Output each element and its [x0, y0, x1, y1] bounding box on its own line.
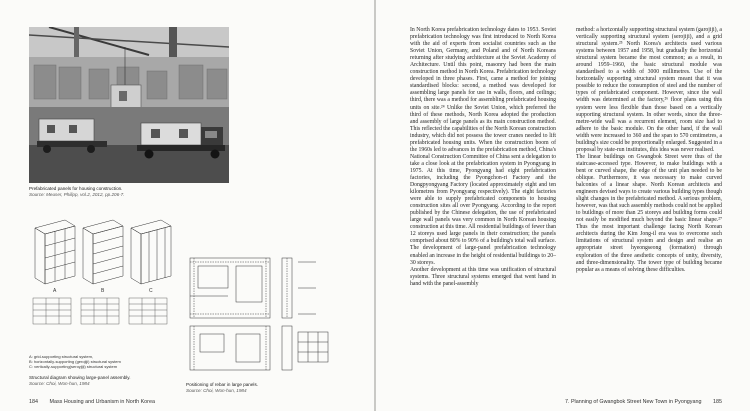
right-page [376, 0, 750, 411]
structural-diagram [29, 218, 173, 328]
figure2-caption: Structural diagram showing large-panel assembly. [29, 375, 131, 380]
figure2-caption-block [29, 375, 179, 387]
label-b: B [101, 288, 105, 294]
figure3-caption: Positioning of rebar in large panels. [186, 382, 259, 387]
rebar-diagram [186, 252, 336, 380]
left-page [0, 0, 374, 411]
right-page-number: 185 [713, 399, 722, 405]
figure3-source: Source: Choi, Won-hun, 1984 [186, 388, 247, 393]
column1-paragraph-1: In North Korea prefabrication technology dates to 1953. Soviet prefabrication technology was first introduced to North Korea with the aid of experts from socialist countries such as the Soviet Union, Germany, and Poland and of North Koreans returning after studying architecture at the Soviet Academy of Architecture. Until this point, masonry had been the main construction method in North Korea. Prefabrication technology developed in three phases. First, came a method for joining standardised blocks: second, a method was developed for assembling large panels for use in walls, floors, and ceilings; third, there was a method for assembling prefabricated housing units on site.²⁴ Unlike the Soviet Union, which preferred the third of these methods, North Korea adopted the production and assembly of large panels as its main construction method. This reflected the capabilities of the North Korean construction industry, which did not possess the tower cranes needed to lift prefabricated housing units. When the construction boom of the 1960s led to advances in the prefabrication method, China's National Construction Committee of China sent a delegation to take a close look at the prefabrication system in Pyongyang in 1975. At this time, Pyongyang had eight prefabrication factories, including the Pyongchon-ri Factory and the Dongpyongyang Factory (located approximately eight and ten kilometres from Pyongyang respectively). The eight factories were able to supply prefabricated components to housing construction sites all over Pyongyang. According to the report published by the Chinese delegation, the use of prefabricated large wall panels was very common in North Korean housing construction at this time. All residential buildings of fewer than 12 storeys used large panels in their construction; the panels comprised about 80% to 90% of a building's total wall surface. The development of large-panel prefabrication technology enabled an increase in the height of residential buildings to 20–30 storeys. [410, 27, 556, 266]
label-a: A [53, 288, 57, 294]
text-column-1 [410, 27, 556, 288]
left-running-title: Mass Housing and Urbanism in North Korea [49, 399, 155, 405]
photo-prefab-panels [29, 27, 229, 183]
label-c: C [149, 288, 153, 294]
legend-a: A: grid-supporting structural system, [29, 354, 94, 359]
left-footer [29, 399, 155, 405]
figure2-legend [29, 354, 179, 369]
right-running-title: 7. Planning of Gwangbok Street New Town in Pyongyang [564, 399, 702, 405]
legend-b: B: horizontally-supporting (gerojiji) structural system [29, 359, 121, 364]
figure1-caption-block [29, 186, 209, 198]
legend-c: C: vertically-supporting(seroyjiji) structural system [29, 364, 118, 369]
construction-site-photo [29, 27, 229, 183]
column2-paragraph-1: method: a horizontally supporting structural system (garojiji), a vertically supporting structural system (serojiji), and a grid structural system.²⁵ North Korea's architects used various systems between 1957 and 1958, but gradually the horizontal structural system became the most common; as a result, in around 1959–1960, the basic structural module was standardised to a width of 3000 millimetres. Use of the horizontally supporting structural system meant that it was possible to reduce the consumption of steel and the number of types of prefabricated component. However, since the wall width was determined at the factory,²⁶ floor plans using this system were less flexible than those based on a vertically supporting structural system. In other words, since the three-metre-wide wall was a recurrent element, room size had to adhere to the basic module. On the other hand, if the wall width were increased to 360 and the span to 570 centimetres, a building's size could be proportionally enlarged. Suggested in a proposal by state-run institutes, this idea was never realised. [576, 27, 722, 153]
figure3-caption-block [186, 382, 346, 394]
right-footer [565, 399, 722, 405]
left-page-number: 184 [29, 399, 38, 405]
figure2-source: Source: Choi, Won-hun, 1984 [29, 381, 90, 386]
column1-paragraph-2: Another development at this time was unification of structural systems. Three structural systems emerged that went hand in hand with the panel-assembly [410, 266, 556, 287]
column2-paragraph-2: The linear buildings on Gwangbok Street were thus of the staircase-accessed type. However, to make buildings with a bent or curved shape, the edge of the unit plan needed to be oblique. Furthermore, it was necessary to make curved balconies of a linear shape. North Korean architects and engineers devised ways to create various building types though slight changes in the prefabricated method. A serious problem, however, was that such assembly methods could not be applied to buildings of more than 25 storeys and building forms could not easily be modified much beyond the basic linear shape.²⁷ Thus the most important challenge facing North Korean architects during the Kim Jong-il era was to overcome such limitations of structural system and design and realise an appropriate street hyeongseong (formation) through exploration of the three aesthetic concepts of unity, diversity, and three-dimensionality. The tower type of building became popular as a means of solving these difficulties. [576, 153, 722, 273]
figure1-source: Source: Meuser, Philipp, vol.2, 2012, pp.206-7. [29, 192, 125, 197]
figure1-caption: Prefabricated panels for housing construction. [29, 186, 123, 191]
text-column-2 [576, 27, 722, 274]
